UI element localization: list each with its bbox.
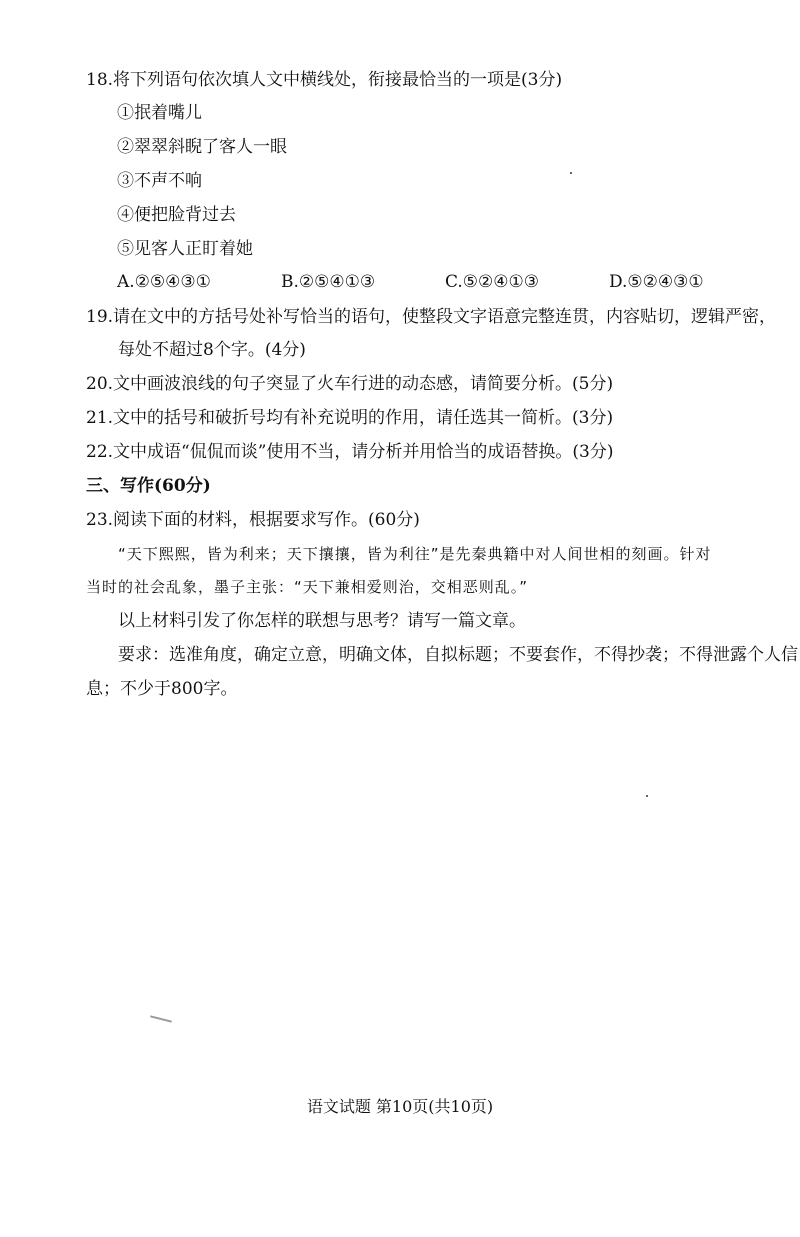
question-21: 21.文中的括号和破折号均有补充说明的作用，请任选其一简析。(3分) — [86, 408, 614, 428]
writing-requirements-line1: 要求：选准角度，确定立意，明确文体，自拟标题；不要套作，不得抄袭；不得泄露个人信 — [118, 645, 798, 665]
page-footer: 语文试题 第10页(共10页) — [306, 1097, 494, 1116]
writing-requirements-line2: 息；不少于800字。 — [86, 679, 238, 699]
q18-choice-b: B.②⑤④①③ — [281, 272, 376, 292]
question-20: 20.文中画波浪线的句子突显了火车行进的动态感，请简要分析。(5分) — [86, 374, 614, 394]
material-line-2: 当时的社会乱象，墨子主张：“天下兼相爱则治，交相恶则乱。” — [86, 578, 529, 596]
q18-choice-a: A.②⑤④③① — [117, 272, 211, 292]
question-19-line2: 每处不超过8个字。(4分) — [118, 340, 306, 360]
q18-item-2: ②翠翠斜睨了客人一眼 — [117, 137, 287, 157]
scan-speck — [646, 795, 648, 797]
q18-choice-d: D.⑤②④③① — [609, 272, 704, 292]
q18-item-1: ①抿着嘴儿 — [117, 103, 202, 123]
question-18-stem: 18.将下列语句依次填人文中横线处，衔接最恰当的一项是(3分) — [86, 70, 563, 90]
section-writing-title: 三、写作(60分) — [86, 476, 211, 496]
writing-prompt: 以上材料引发了你怎样的联想与思考？请写一篇文章。 — [118, 611, 526, 631]
q18-choices — [117, 270, 773, 294]
q18-item-3: ③不声不响 — [117, 171, 202, 191]
question-19-line1: 19.请在文中的方括号处补写恰当的语句，使整段文字语意完整连贯，内容贴切，逻辑严密， — [86, 307, 777, 327]
q18-item-4: ④便把脸背过去 — [117, 205, 236, 225]
material-line-1: “天下熙熙，皆为利来；天下攘攘，皆为利往”是先秦典籍中对人间世相的刻画。针对 — [118, 545, 712, 563]
q18-item-5: ⑤见客人正盯着她 — [117, 239, 253, 259]
scan-scratch — [150, 1015, 172, 1022]
scan-speck — [570, 172, 572, 174]
question-22: 22.文中成语“侃侃而谈”使用不当，请分析并用恰当的成语替换。(3分) — [86, 442, 614, 462]
question-23: 23.阅读下面的材料，根据要求写作。(60分) — [86, 510, 420, 530]
q18-choice-c: C.⑤②④①③ — [445, 272, 540, 292]
